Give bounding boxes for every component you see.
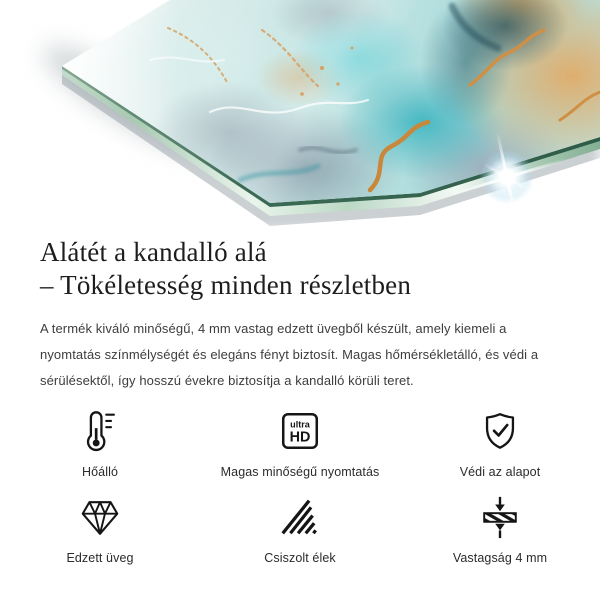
page-title-line-2: – Tökéletesség minden részletben xyxy=(40,270,412,300)
feature-label: Edzett üveg xyxy=(66,551,134,565)
feature-grid xyxy=(0,408,600,566)
feature-protects-base xyxy=(400,408,600,480)
feature-print-quality xyxy=(200,408,400,480)
product-copy xyxy=(0,236,600,394)
product-photo xyxy=(0,0,600,230)
thickness-arrows-icon xyxy=(477,494,523,540)
feature-label: Magas minőségű nyomtatás xyxy=(220,465,380,479)
feature-label: Hőálló xyxy=(81,465,119,479)
diamond-icon xyxy=(77,494,123,540)
feature-tempered-glass xyxy=(0,494,200,566)
feature-heat-resistant xyxy=(0,408,200,480)
feature-label: Védi az alapot xyxy=(459,465,541,479)
svg-text:HD: HD xyxy=(289,429,311,446)
ultra-hd-icon xyxy=(277,408,323,454)
feature-thickness xyxy=(400,494,600,566)
feature-label: Csiszolt élek xyxy=(264,551,336,565)
thermometer-icon xyxy=(77,408,123,454)
svg-text:ultra: ultra xyxy=(290,419,310,430)
product-description: A termék kiváló minőségű, 4 mm vastag edzett üvegből készült, amely kiemeli a nyomtatás színmélységét és elegáns fényt biztosít. Magas hőmérsékletálló, és védi a sérülésektől, így hosszú évekre biztosítja a kandalló körüli teret. xyxy=(40,321,539,388)
polished-edges-icon xyxy=(277,494,323,540)
feature-label: Vastagság 4 mm xyxy=(452,551,548,565)
page-title xyxy=(40,236,560,302)
feature-polished-edges xyxy=(200,494,400,566)
page-title-line-1: Alátét a kandalló alá xyxy=(40,237,267,267)
shield-check-icon xyxy=(477,408,523,454)
